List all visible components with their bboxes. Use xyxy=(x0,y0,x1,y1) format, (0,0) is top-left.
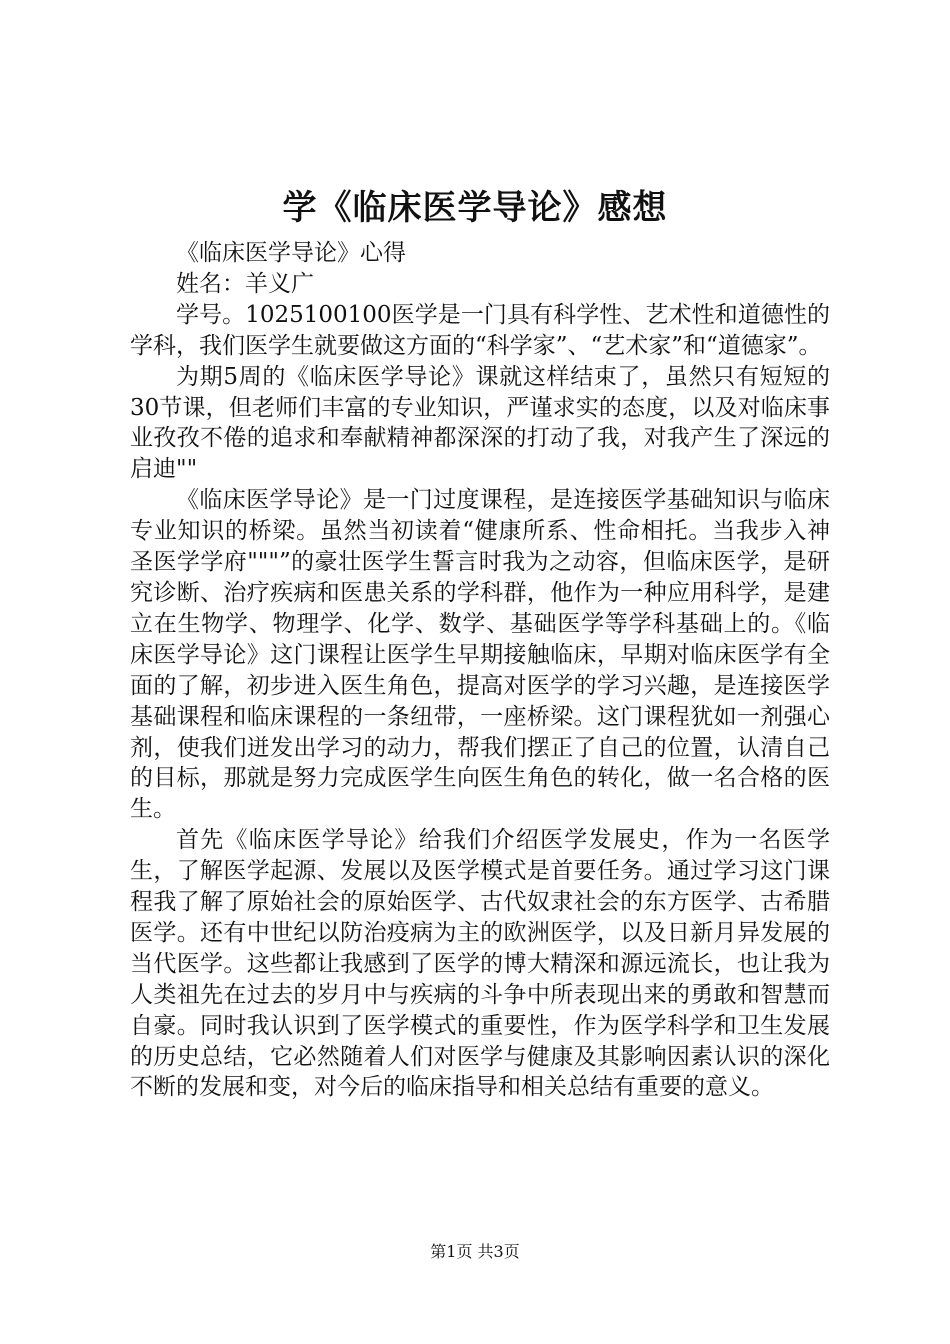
paragraph-author-name: 姓名：羊义广 xyxy=(176,270,314,297)
document-body xyxy=(130,238,830,1103)
paragraph-medical-history: 首先《临床医学导论》给我们介绍医学发展史，作为一名医学生，了解医学起源、发展以及医学模式是首要任务。通过学习这门课程我了解了原始社会的原始医学、古代奴隶社会的东方医学、古希腊医学。还有中世纪以防治疫病为主的欧洲医学，以及日新月异发展的当代医学。这些都让我感到了医学的博大精深和源远流长，也让我为人类祖先在过去的岁月中与疾病的斗争中所表现出来的勇敢和智慧而自豪。同时我认识到了医学模式的重要性，作为医学科学和卫生发展的历史总结，它必然随着人们对医学与健康及其影响因素认识的深化不断的发展和变，对今后的临床指导和相关总结有重要的意义。 xyxy=(130,827,830,1101)
paragraph-subtitle: 《临床医学导论》心得 xyxy=(176,240,406,266)
paragraph-course-summary: 为期5周的《临床医学导论》课就这样结束了，虽然只有短短的30节课，但老师们丰富的专业知识，严谨求实的态度，以及对临床事业孜孜不倦的追求和奉献精神都深深的打动了我，对我产生了深远的启迪"" xyxy=(130,363,830,483)
paragraph-student-id-intro: 学号。1025100100医学是一门具有科学性、艺术性和道德性的学科，我们医学生就要做这方面的“科学家”、“艺术家”和“道德家”。 xyxy=(130,301,830,359)
page-footer: 第1页 共3页 xyxy=(430,1242,520,1261)
document-title: 学《临床医学导论》感想 xyxy=(282,188,668,228)
paragraph-course-bridge: 《临床医学导论》是一门过度课程，是连接医学基础知识与临床专业知识的桥梁。虽然当初读着“健康所系、性命相托。当我步入神圣医学学府"""”的豪壮医学生誓言时我为之动容，但临床医学，是研究诊断、治疗疾病和医患关系的学科群，他作为一种应用科学，是建立在生物学、物理学、化学、数学、基础医学等学科基础上的。《临床医学导论》这门课程让医学生早期接触临床，早期对临床医学有全面的了解，初步进入医生角色，提高对医学的学习兴趣，是连接医学基础课程和临床课程的一条纽带，一座桥梁。这门课程犹如一剂强心剂，使我们迸发出学习的动力，帮我们摆正了自己的位置，认清自己的目标，那就是努力完成医学生向医生角色的转化，做一名合格的医生。 xyxy=(130,487,830,823)
